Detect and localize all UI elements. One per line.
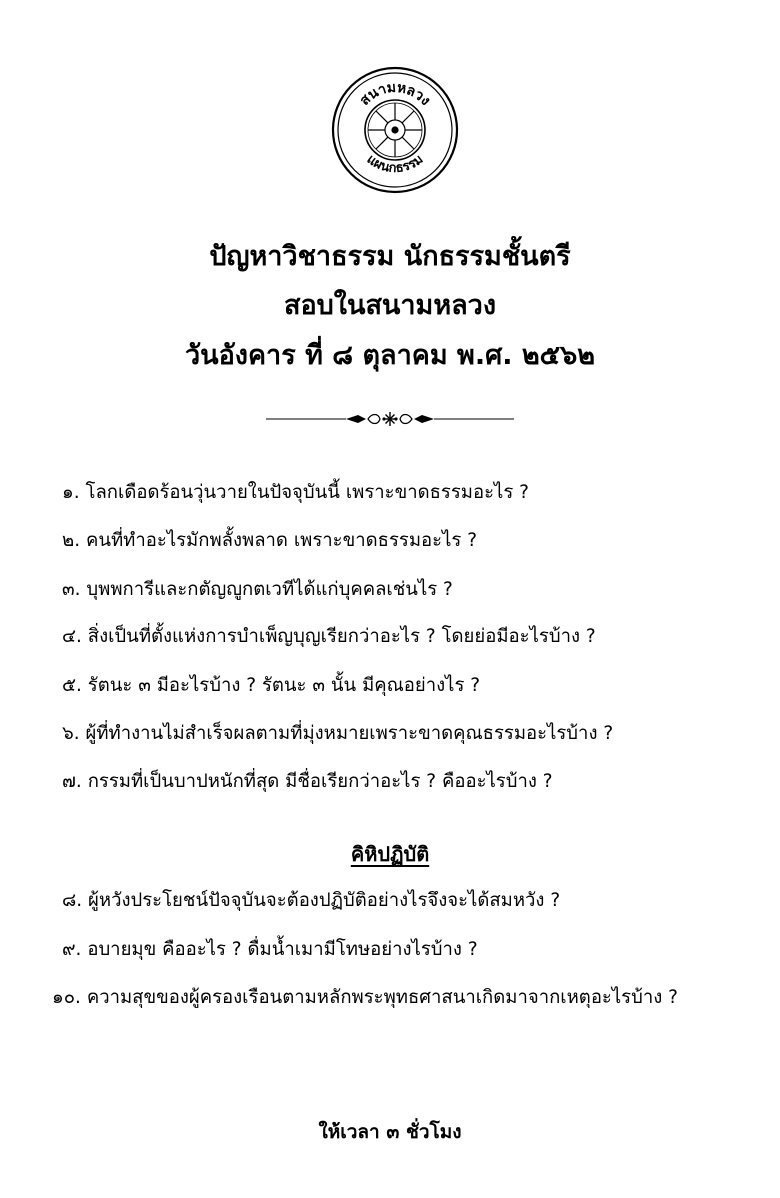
question-3 bbox=[62, 576, 453, 604]
exam-subtitle: สอบในสนามหลวง bbox=[283, 290, 497, 321]
question-7 bbox=[62, 768, 553, 796]
question-2 bbox=[62, 527, 477, 555]
question-number: ๑๐. bbox=[52, 987, 81, 1008]
seal-bottom-text: แผนกธรรม bbox=[363, 152, 427, 177]
question-number: ๘. bbox=[62, 890, 83, 911]
question-text: ความสุขของผู้ครองเรือนตามหลักพระพุทธศาสนาเกิดมาจากเหตุอะไรบ้าง ? bbox=[86, 987, 678, 1008]
question-9 bbox=[62, 936, 478, 964]
question-4 bbox=[62, 623, 596, 651]
question-10 bbox=[52, 984, 678, 1012]
question-5 bbox=[62, 672, 480, 700]
question-6 bbox=[62, 720, 613, 748]
question-text: คนที่ทำอะไรมักพลั้งพลาด เพราะขาดธรรมอะไร ? bbox=[85, 530, 478, 551]
seal-top-text: สนามหลวง bbox=[356, 79, 434, 109]
question-1 bbox=[62, 479, 529, 507]
section-heading bbox=[0, 839, 780, 869]
question-text: โลกเดือดร้อนวุ่นวายในปัจจุบันนี้ เพราะขาดธรรมอะไร ? bbox=[85, 482, 529, 503]
question-8 bbox=[62, 887, 560, 915]
question-number: ๖. bbox=[62, 723, 80, 744]
ornament-divider bbox=[266, 408, 514, 430]
exam-date: วันอังคาร ที่ ๘ ตุลาคม พ.ศ. ๒๕๖๒ bbox=[184, 340, 596, 371]
question-number: ๗. bbox=[62, 771, 82, 792]
question-number: ๑. bbox=[62, 482, 80, 503]
sanam-luang-seal bbox=[331, 66, 459, 194]
question-number: ๒. bbox=[62, 530, 81, 551]
question-text: กรรมที่เป็นบาปหนักที่สุด มีชื่อเรียกว่าอะไร ? คืออะไรบ้าง ? bbox=[87, 771, 553, 792]
question-text: ผู้หวังประโยชน์ปัจจุบันจะต้องปฏิบัติอย่างไรจึงจะได้สมหวัง ? bbox=[88, 890, 561, 911]
question-number: ๙. bbox=[62, 939, 82, 960]
question-text: อบายมุข คืออะไร ? ดื่มน้ำเมามีโทษอย่างไรบ้าง ? bbox=[87, 939, 478, 960]
question-number: ๔. bbox=[62, 626, 82, 647]
question-text: สิ่งเป็นที่ตั้งแห่งการบำเพ็ญบุญเรียกว่าอะไร ? โดยย่อมีอะไรบ้าง ? bbox=[87, 626, 596, 647]
exam-title: ปัญหาวิชาธรรม นักธรรมชั้นตรี bbox=[209, 241, 571, 272]
dharma-wheel-icon bbox=[368, 103, 422, 157]
question-number: ๕. bbox=[62, 675, 82, 696]
question-text: รัตนะ ๓ มีอะไรบ้าง ? รัตนะ ๓ นั้น มีคุณอย่างไร ? bbox=[87, 675, 481, 696]
question-text: บุพพการีและกตัญญูกตเวทีได้แก่บุคคลเช่นไร ? bbox=[86, 579, 453, 600]
section-heading-text: คิหิปฏิบัติ bbox=[350, 842, 430, 866]
question-number: ๓. bbox=[62, 579, 81, 600]
time-limit: ให้เวลา ๓ ชั่วโมง bbox=[318, 1121, 462, 1143]
question-text: ผู้ที่ทำงานไม่สำเร็จผลตามที่มุ่งหมายเพราะขาดคุณธรรมอะไรบ้าง ? bbox=[85, 723, 614, 744]
